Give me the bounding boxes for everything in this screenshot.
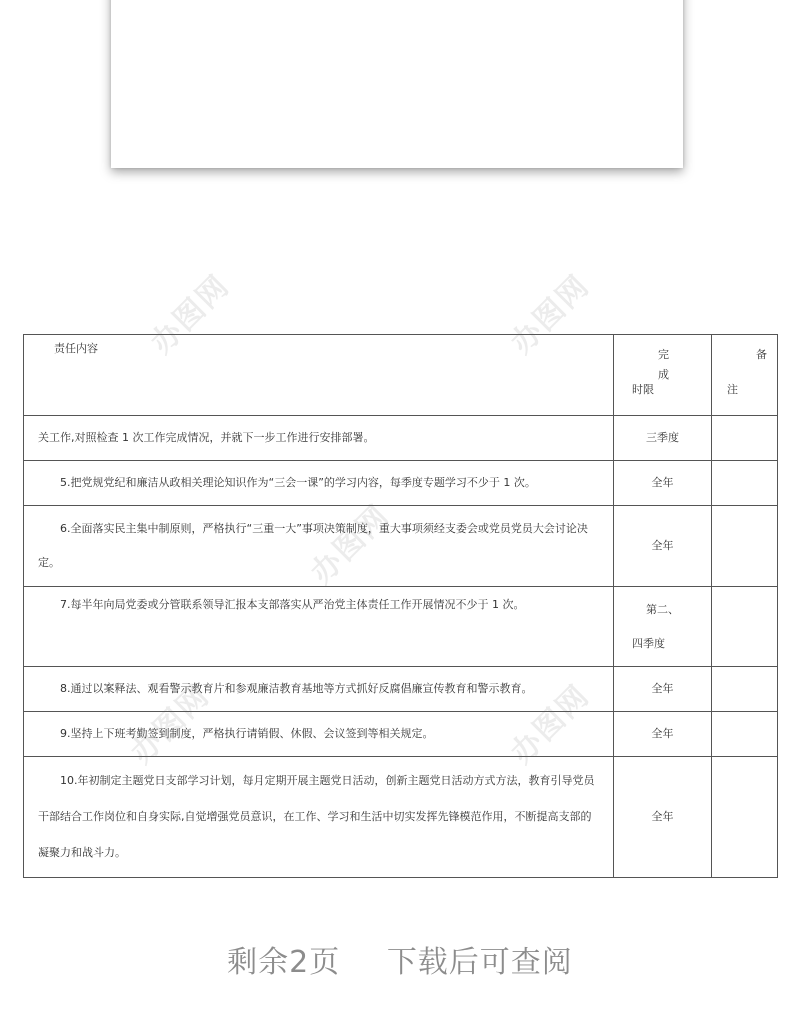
row-time-line2: 四季度 xyxy=(632,636,665,650)
table-row xyxy=(24,461,778,506)
row-note xyxy=(712,461,778,506)
row-note xyxy=(712,667,778,712)
row-time: 全年 xyxy=(614,506,712,587)
row-content: 关工作,对照检查 1 次工作完成情况，并就下一步工作进行安排部署。 xyxy=(24,416,614,461)
row-time: 全年 xyxy=(614,757,712,878)
row-time: 全年 xyxy=(614,667,712,712)
header-content-label: 责任内容 xyxy=(54,342,98,355)
row-time-cell xyxy=(614,587,712,667)
row-content: 7.每半年向局党委或分管联系领导汇报本支部落实从严治党主体责任工作开展情况不少于 1 次。 xyxy=(24,587,614,667)
row-content: 5.把党规党纪和廉洁从政相关理论知识作为“三会一课”的学习内容，每季度专题学习不少于 1 次。 xyxy=(24,461,614,506)
header-note-line1: 备 xyxy=(756,348,767,361)
row-note xyxy=(712,506,778,587)
row-time-line1: 第二、 xyxy=(646,602,679,616)
header-time-line2: 时限 xyxy=(632,383,654,396)
download-to-view-label: 下载后可查阅 xyxy=(386,945,573,980)
header-content-cell xyxy=(24,335,614,416)
watermark: 办图网 xyxy=(304,498,397,591)
table-row xyxy=(24,506,778,587)
responsibility-table xyxy=(23,334,778,878)
watermark: 办图网 xyxy=(504,678,597,771)
row-content: 10.年初制定主题党日支部学习计划，每月定期开展主题党日活动，创新主题党日活动方式方法，教育引导党员干部结合工作岗位和自身实际,自觉增强党员意识，在工作、学习和生活中切实发挥先锋模范作用，不断提高支部的凝聚力和战斗力。 xyxy=(24,757,614,878)
watermark: 办图网 xyxy=(144,268,237,361)
row-time: 全年 xyxy=(614,712,712,757)
table-row xyxy=(24,757,778,878)
row-note xyxy=(712,587,778,667)
row-content: 6.全面落实民主集中制原则，严格执行“三重一大”事项决策制度，重大事项须经支委会或党员党员大会讨论决定。 xyxy=(24,506,614,587)
watermark: 办图网 xyxy=(124,678,217,771)
table-row xyxy=(24,667,778,712)
header-time-line1: 完成 xyxy=(658,348,689,381)
download-prompt[interactable] xyxy=(0,937,800,981)
table-header-row xyxy=(24,335,778,416)
header-note-line2: 注 xyxy=(727,383,738,396)
row-note xyxy=(712,416,778,461)
watermark: 办图网 xyxy=(504,268,597,361)
header-time-cell xyxy=(614,335,712,416)
previous-page-preview xyxy=(111,0,683,168)
row-note xyxy=(712,757,778,878)
table-row xyxy=(24,587,778,667)
remaining-pages-label: 剩余2页 xyxy=(227,945,341,980)
header-note-cell xyxy=(712,335,778,416)
row-content: 8.通过以案释法、观看警示教育片和参观廉洁教育基地等方式抓好反腐倡廉宣传教育和警示教育。 xyxy=(24,667,614,712)
row-content: 9.坚持上下班考勤签到制度，严格执行请销假、休假、会议签到等相关规定。 xyxy=(24,712,614,757)
table-row xyxy=(24,416,778,461)
row-note xyxy=(712,712,778,757)
row-time: 全年 xyxy=(614,461,712,506)
table-row xyxy=(24,712,778,757)
row-time: 三季度 xyxy=(614,416,712,461)
